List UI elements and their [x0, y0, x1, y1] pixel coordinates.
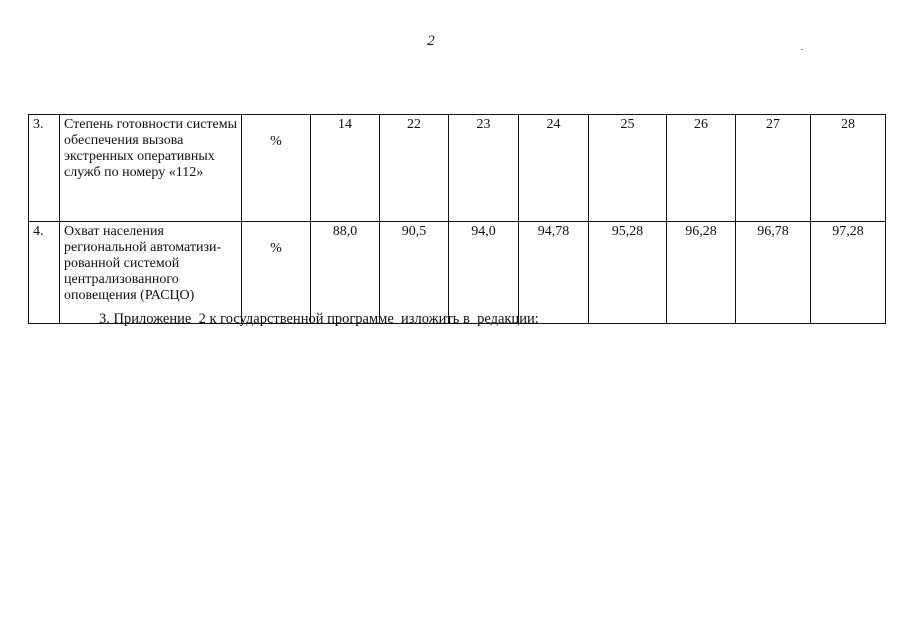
page-number: 2	[427, 33, 435, 49]
value-cell: 96,78	[736, 222, 811, 324]
unit-cell: %	[242, 222, 311, 324]
value-cell: 28	[811, 115, 886, 222]
indicator-name: Степень готовности системы обеспечения вызова экстренных оперативных служб по номеру «112»	[60, 115, 242, 222]
value-cell: 97,28	[811, 222, 886, 324]
value-cell: 23	[449, 115, 519, 222]
indicator-name: Охват населения региональной автоматизи-рованной системой централизованного оповещения (РАСЦО)	[60, 222, 242, 324]
unit-cell: %	[242, 115, 311, 222]
value-cell: 26	[667, 115, 736, 222]
body-paragraph: 3. Приложение 2 к государственной программе изложить в редакции:	[99, 311, 539, 327]
value-cell: 22	[380, 115, 449, 222]
value-cell: 24	[519, 115, 589, 222]
indicators-table	[28, 114, 886, 324]
value-cell: 94,0	[449, 222, 519, 324]
value-cell: 25	[589, 115, 667, 222]
table-row	[29, 222, 886, 324]
value-cell: 14	[311, 115, 380, 222]
value-cell: 96,28	[667, 222, 736, 324]
scan-speck	[801, 49, 803, 50]
value-cell: 94,78	[519, 222, 589, 324]
value-cell: 95,28	[589, 222, 667, 324]
value-cell: 27	[736, 115, 811, 222]
row-number: 4.	[29, 222, 60, 324]
value-cell: 90,5	[380, 222, 449, 324]
row-number: 3.	[29, 115, 60, 222]
value-cell: 88,0	[311, 222, 380, 324]
table-row	[29, 115, 886, 222]
